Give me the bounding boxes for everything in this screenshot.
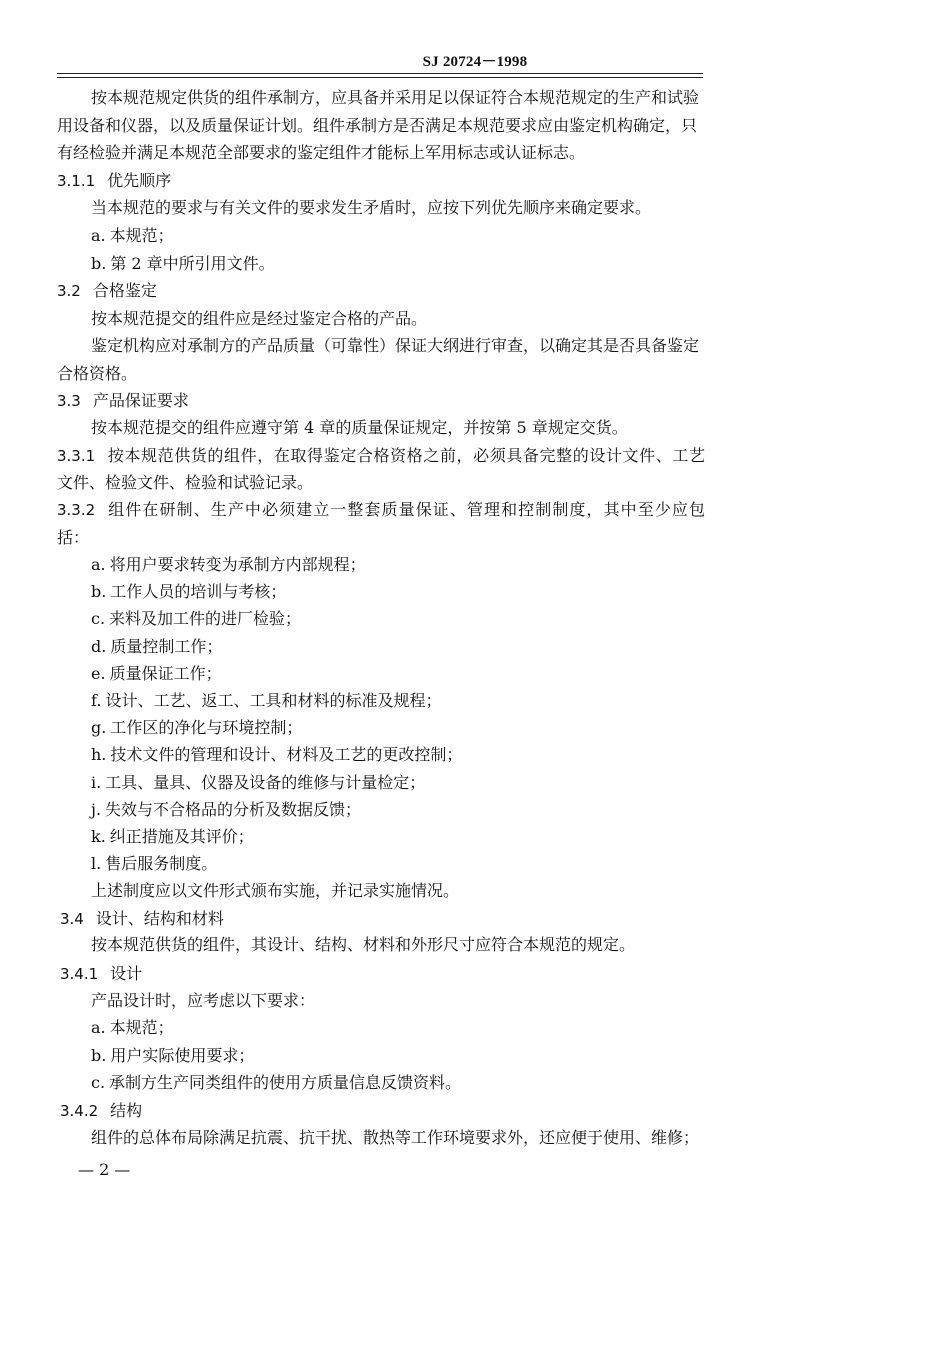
section-3-1-1-text: 当本规范的要求与有关文件的要求发生矛盾时，应按下列优先顺序来确定要求。: [91, 198, 652, 217]
section-3-2-heading: [57, 280, 157, 302]
section-number: 3.4.1: [60, 965, 99, 983]
section-3-4-heading: [60, 908, 224, 930]
list-item: [91, 690, 441, 712]
list-item-text: 质量保证工作；: [109, 664, 222, 683]
section-title: 合格鉴定: [92, 281, 157, 300]
list-item-text: 工具、量具、仪器及设备的维修与计量检定；: [105, 773, 426, 792]
list-item: [91, 772, 425, 794]
section-3-3-1-line-2: 文件、检验文件、检验和试验记录。: [57, 473, 314, 492]
section-3-2-para-1: 按本规范提交的组件应是经过鉴定合格的产品。: [91, 309, 428, 328]
section-3-2-para-2-line-2: 合格资格。: [57, 364, 138, 383]
section-number: 3.3: [57, 392, 81, 410]
list-item: [91, 1017, 174, 1039]
list-item-text: 承制方生产同类组件的使用方质量信息反馈资料。: [109, 1073, 462, 1092]
section-title: 设计、结构和材料: [95, 909, 224, 928]
section-title: 优先顺序: [107, 171, 172, 190]
section-3-3-2-line-1: [57, 499, 705, 521]
list-item-label: h.: [91, 745, 107, 764]
list-item-label: c.: [91, 1073, 106, 1092]
section-3-3-1-line-1: [57, 445, 705, 467]
list-item-label: a.: [91, 226, 106, 245]
list-item-text: 来料及加工件的进厂检验；: [109, 609, 302, 628]
section-3-1-1-heading: [57, 170, 171, 192]
section-title: 设计: [110, 964, 143, 983]
list-item-label: a.: [91, 555, 106, 574]
list-item: [91, 554, 366, 576]
header-rule-top: [57, 73, 703, 74]
section-3-3-text: 按本规范提交的组件应遵守第 4 章的质量保证规定，并按第 5 章规定交货。: [91, 418, 628, 437]
list-item-label: b.: [91, 254, 107, 273]
section-3-4-2-heading: [60, 1100, 142, 1122]
section-3-3-2-closing: 上述制度应以文件形式颁布实施，并记录实施情况。: [91, 881, 460, 900]
list-item: [91, 744, 462, 766]
intro-line-2: 用设备和仪器，以及质量保证计划。组件承制方是否满足本规范要求应由鉴定机构确定，只: [57, 116, 698, 135]
section-3-3-2-line-2: 括：: [57, 528, 90, 547]
list-item: [91, 717, 302, 739]
list-item-text: 售后服务制度。: [105, 854, 218, 873]
section-number: 3.1.1: [57, 172, 96, 190]
section-3-4-text: 按本规范供货的组件，其设计、结构、材料和外形尺寸应符合本规范的规定。: [91, 935, 636, 954]
list-item-text: 技术文件的管理和设计、材料及工艺的更改控制；: [110, 745, 463, 764]
list-item-text: 失效与不合格品的分析及数据反馈；: [105, 800, 362, 819]
list-item: [91, 1045, 254, 1067]
list-item-text: 本规范；: [109, 226, 174, 245]
list-item: [91, 799, 361, 821]
section-number: 3.4: [60, 910, 84, 928]
section-number: 3.3.1: [57, 447, 96, 465]
list-item-text: 第 2 章中所引用文件。: [110, 254, 275, 273]
intro-line-3: 有经检验并满足本规范全部要求的鉴定组件才能标上军用标志或认证标志。: [57, 143, 586, 162]
section-3-2-para-2-line-1: 鉴定机构应对承制方的产品质量（可靠性）保证大纲进行审查，以确定其是否具备鉴定: [91, 336, 700, 355]
list-item-text: 质量控制工作；: [110, 637, 223, 656]
list-item-label: c.: [91, 609, 106, 628]
list-item: [91, 853, 217, 875]
list-item: [91, 581, 286, 603]
list-item-label: f.: [91, 691, 102, 710]
list-item: [91, 1072, 461, 1094]
section-text: 组件在研制、生产中必须建立一整套质量保证、管理和控制制度，其中至少应包: [107, 500, 705, 519]
list-item-text: 工作人员的培训与考核；: [110, 582, 287, 601]
list-item: [91, 608, 301, 630]
list-item: [91, 663, 222, 685]
list-item: [91, 253, 275, 275]
section-title: 结构: [110, 1101, 143, 1120]
standard-code-header: SJ 20724－1998: [422, 54, 528, 70]
list-item-text: 工作区的净化与环境控制；: [110, 718, 303, 737]
list-item: [91, 826, 254, 848]
list-item: [91, 225, 174, 247]
page-number: — 2 —: [78, 1160, 131, 1179]
list-item-label: d.: [91, 637, 107, 656]
list-item-label: e.: [91, 664, 106, 683]
section-3-4-1-heading: [60, 963, 142, 985]
list-item-text: 将用户要求转变为承制方内部规程；: [109, 555, 366, 574]
section-title: 产品保证要求: [92, 391, 189, 410]
list-item-label: j.: [91, 800, 102, 819]
section-3-4-2-text: 组件的总体布局除满足抗震、抗干扰、散热等工作环境要求外，还应便于使用、维修；: [91, 1128, 700, 1147]
section-3-3-heading: [57, 390, 189, 412]
section-number: 3.3.2: [57, 501, 96, 519]
list-item-label: b.: [91, 582, 107, 601]
header-rule-bottom: [57, 77, 703, 78]
list-item-label: l.: [91, 854, 102, 873]
list-item: [91, 636, 222, 658]
list-item-label: a.: [91, 1018, 106, 1037]
section-text: 按本规范供货的组件，在取得鉴定合格资格之前，必须具备完整的设计文件、工艺: [107, 446, 705, 465]
section-number: 3.4.2: [60, 1102, 99, 1120]
list-item-text: 用户实际使用要求；: [110, 1046, 255, 1065]
intro-line-1: 按本规范规定供货的组件承制方，应具备并采用足以保证符合本规范规定的生产和试验: [91, 88, 700, 107]
list-item-label: i.: [91, 773, 102, 792]
section-number: 3.2: [57, 282, 81, 300]
list-item-label: g.: [91, 718, 107, 737]
section-3-4-1-text: 产品设计时，应考虑以下要求：: [91, 991, 316, 1010]
list-item-text: 纠正措施及其评价；: [109, 827, 254, 846]
list-item-text: 本规范；: [109, 1018, 174, 1037]
list-item-text: 设计、工艺、返工、工具和材料的标准及规程；: [105, 691, 442, 710]
list-item-label: b.: [91, 1046, 107, 1065]
list-item-label: k.: [91, 827, 106, 846]
